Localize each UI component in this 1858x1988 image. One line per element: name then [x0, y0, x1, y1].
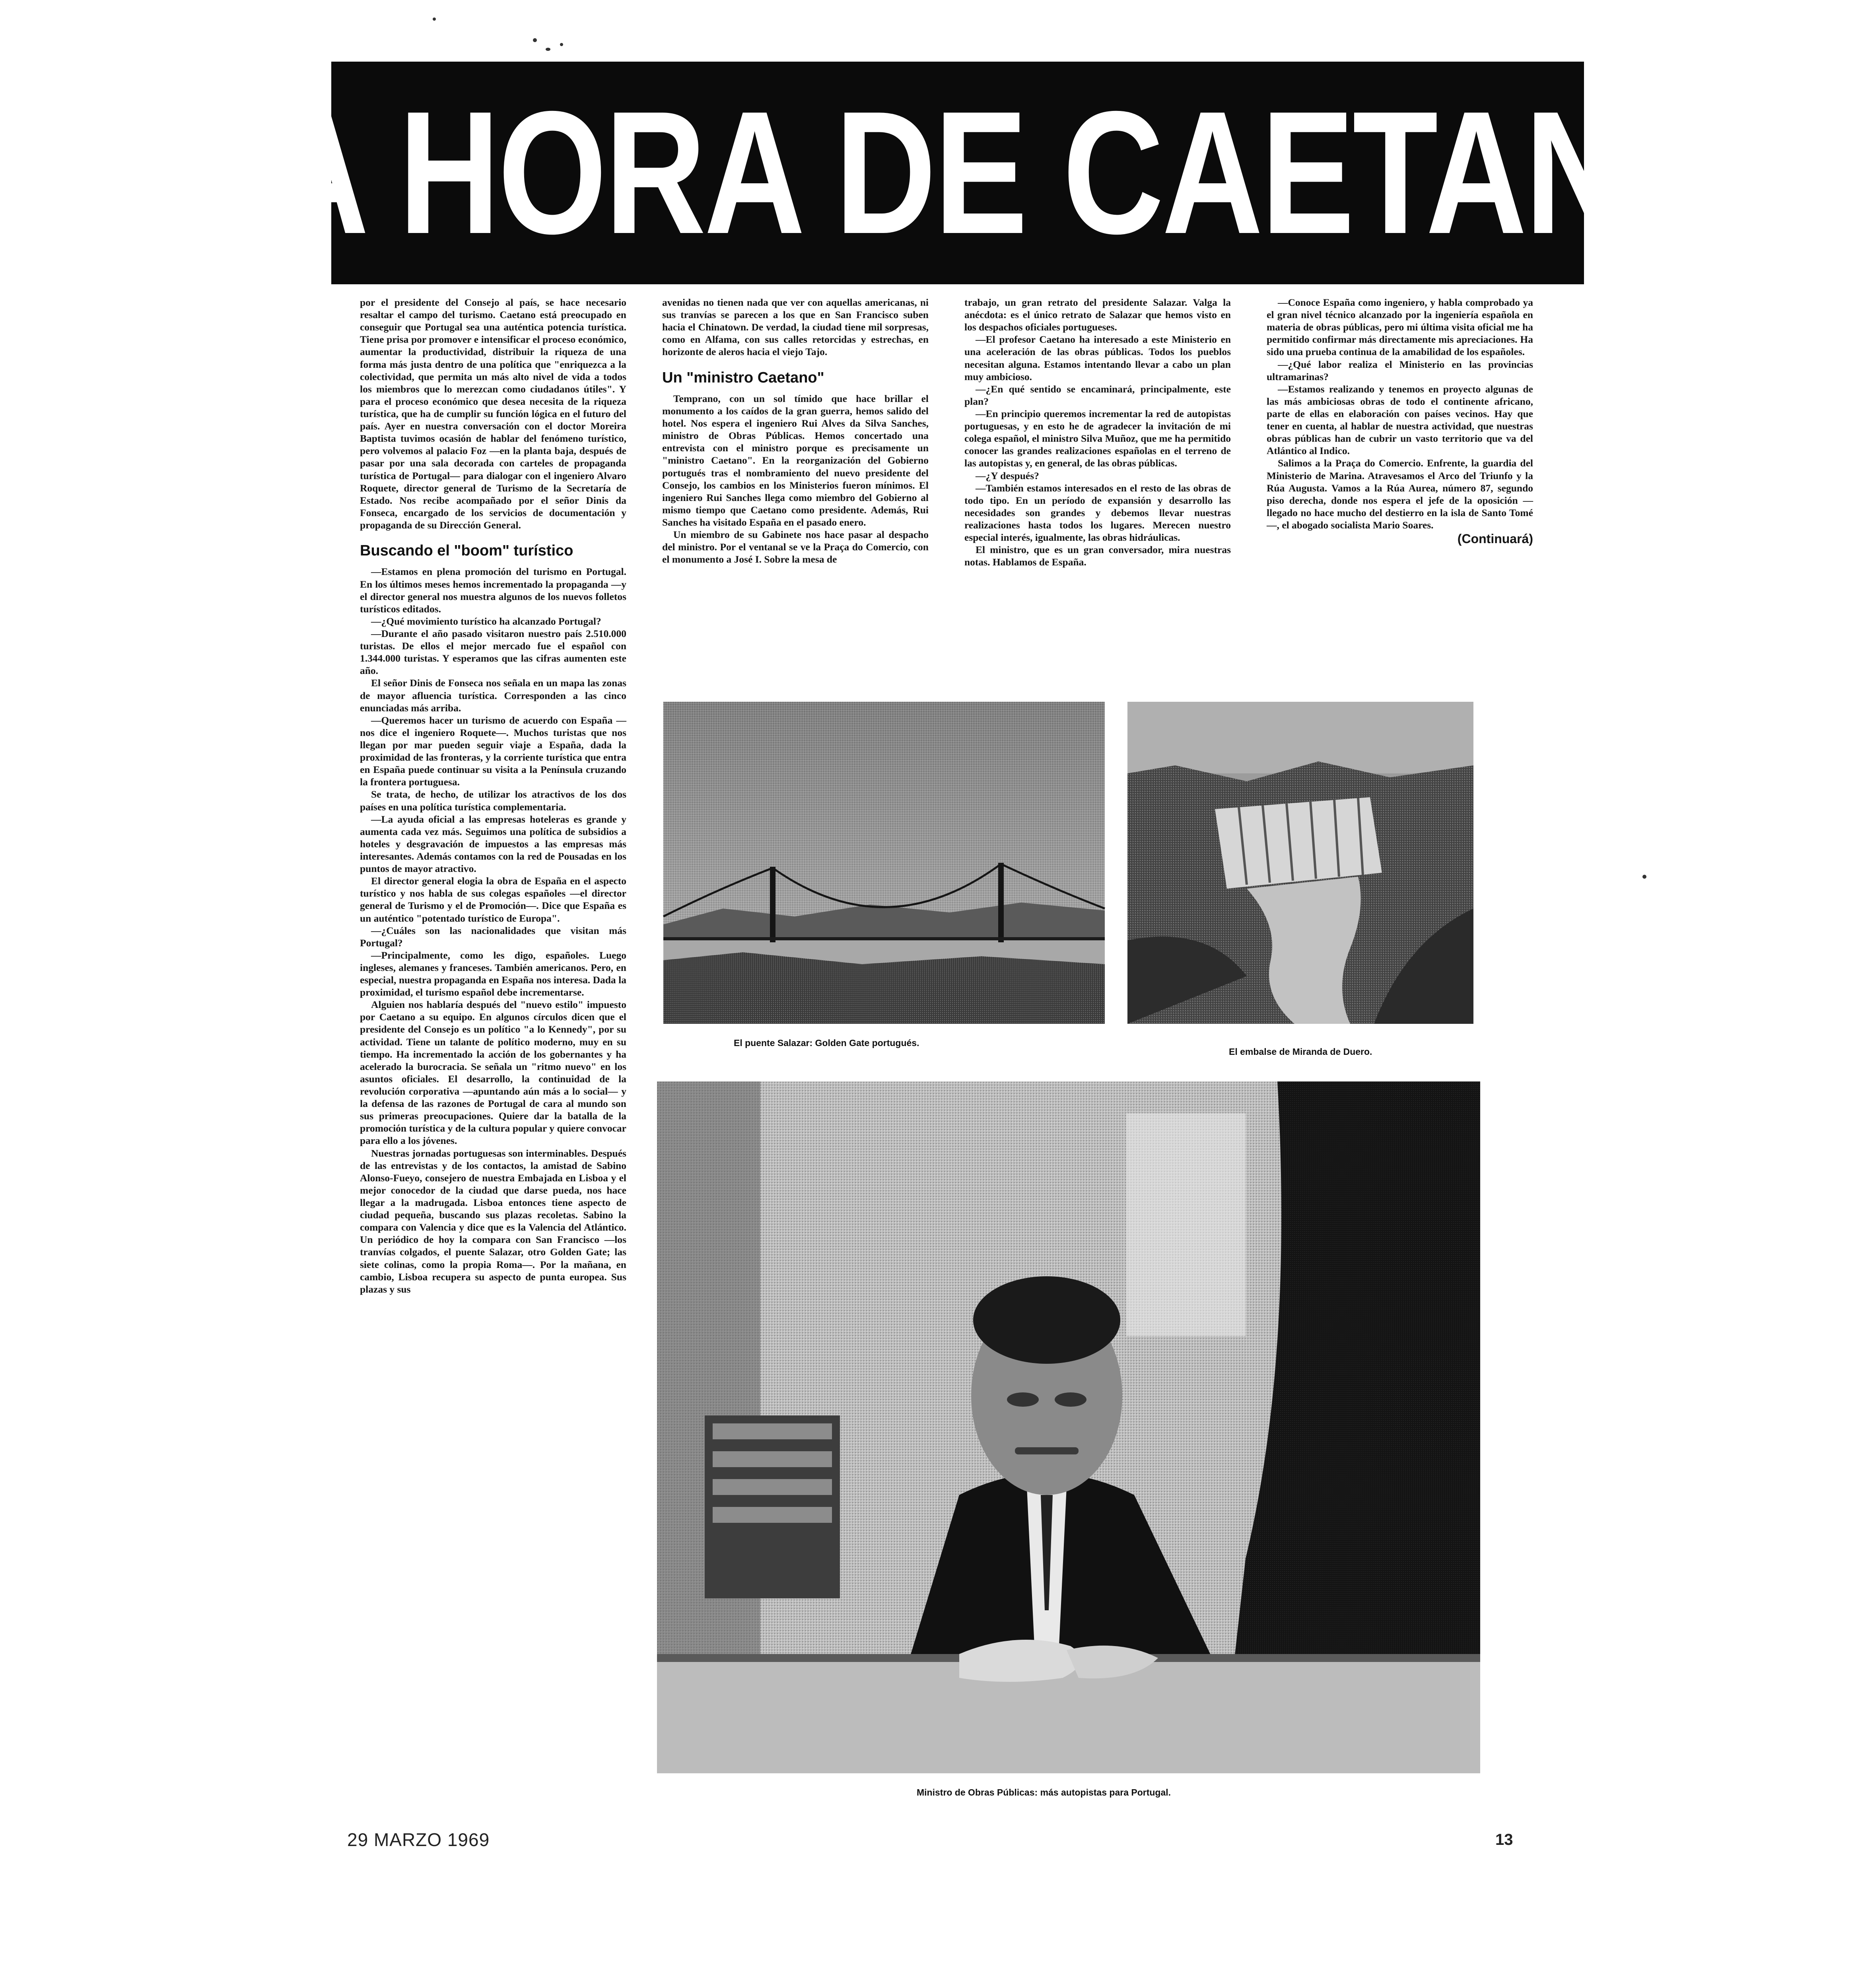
section-heading-boom: Buscando el "boom" turístico — [360, 542, 573, 559]
paragraph: El señor Dinis de Fonseca nos señala en un mapa las zonas de mayor afluencia turística. Corresponden a las cinco enunciadas más arriba. — [360, 677, 626, 714]
section-heading-ministro: Un "ministro Caetano" — [662, 369, 824, 386]
bridge-photo-image — [663, 702, 1105, 1024]
dam-photo — [1127, 702, 1473, 1024]
scan-speck — [533, 38, 537, 42]
paragraph: Un miembro de su Gabinete nos hace pasar al despacho del ministro. Por el ventanal se ve la Praça do Comercio, con el monumento a José I. Sobre la mesa de — [662, 529, 929, 565]
paragraph: Nuestras jornadas portuguesas son interminables. Después de las entrevistas y de los contactos, la amistad de Sabino Alonso-Fueyo, consejero de nuestra Embajada en Lisboa y el mejor conocedor de la ciudad que darse pueda, nos hace llegar a la madrugada. Lisboa entonces tiene aspecto de ciudad pequeña, buscando sus plazas recoletas. Sabino la compara con Valencia y dice que es la Valencia del Atlántico. Un periódico de hoy la compara con San Francisco —los tranvías colgados, el puente Salazar, otro Golden Gate; las siete colinas, como la propia Roma—. Por la mañana, en cambio, Lisboa recupera su aspecto de punta europea. Sus plazas y sus — [360, 1147, 626, 1295]
scan-speck — [560, 43, 563, 46]
paragraph: —¿Y después? — [976, 470, 1039, 481]
column-1-intro: por el presidente del Consejo al país, se hace necesario resaltar el campo del turismo. Caetano está preocupado en conseguir que Portugal sea una auténtica potencia turística. Tiene prisa por promover e intensificar el proceso económico, aumentar la productividad, distribuir la riqueza de una forma más justa dentro de una política que "enriquezca a la colectividad, que permita un más alto nivel de vida a todos los miembros que lo merezcan como ciudadanos útiles". Y para el proceso económico que desea necesita de la riqueza turística, que ha de cumplir su función lógica en el futuro del país. Ayer en nuestra conversación con el doctor Moreira Baptista tuvimos ocasión de hablar del fenómeno turístico, pero volvemos al palacio Foz —en la planta baja, después de pasar por una sala decorada con carteles de propaganda turística de Portugal— para dialogar con el ingeniero Alvaro Roquete, director general de Turismo de la Secretaría de Estado. Nos recibe acompañado por el señor Dinis da Fonseca, encargado de los servicios de documentación y propaganda de su Dirección General. — [360, 297, 626, 531]
paragraph: El ministro, que es un gran conversador, mira nuestras notas. Hablamos de España. — [964, 544, 1231, 568]
minister-photo-image — [657, 1081, 1480, 1773]
paragraph: —En principio queremos incrementar la red de autopistas portuguesas, y en esto he de agradecer la invitación de mi colega español, el ministro Silva Muñoz, que me ha permitido conocer las grandes realizaciones españolas en el terreno de las autopistas y, en general, de las obras públicas. — [964, 408, 1231, 469]
minister-photo — [657, 1081, 1480, 1773]
paragraph: trabajo, un gran retrato del presidente Salazar. Valga la anécdota: es el único retrato de Salazar que hemos visto en los despachos oficiales portugueses. — [964, 297, 1231, 333]
minister-caption: Ministro de Obras Públicas: más autopistas para Portugal. — [917, 1787, 1171, 1798]
paragraph: —Durante el año pasado visitaron nuestro país 2.510.000 turistas. De ellos el mejor mercado fue el español con 1.344.000 turistas. Y esperamos que las cifras aumenten este año. — [360, 627, 626, 677]
article-column-3 — [964, 296, 1231, 694]
paragraph: —¿Qué labor realiza el Ministerio en las provincias ultramarinas? — [1267, 358, 1533, 382]
continues-label: (Continuará) — [1457, 532, 1533, 546]
article-column-2 — [662, 296, 929, 694]
paragraph: Salimos a la Praça do Comercio. Enfrente, la guardia del Ministerio de Marina. Atravesamos el Arco del Triunfo y la Rúa Augusta. Vamos a la Rúa Aurea, número 87, segundo piso derecha, donde nos espera el jefe de la oposición —llegado no hace mucho del destierro en la isla de Santo Tomé—, el abogado socialista Mario Soares. — [1267, 457, 1533, 531]
article-column-1 — [360, 296, 626, 1803]
paragraph: —¿Cuáles son las nacionalidades que visitan más Portugal? — [360, 924, 626, 949]
headline-banner — [184, 62, 1731, 284]
bridge-caption: El puente Salazar: Golden Gate portugués. — [734, 1038, 919, 1048]
page-number: 13 — [1495, 1831, 1513, 1848]
paragraph: Alguien nos hablaría después del "nuevo estilo" impuesto por Caetano a su equipo. En algunos círculos dicen que el presidente del Consejo es un político "a lo Kennedy", por su actividad. Tiene un talante de político moderno, muy en su tiempo. Ha incrementado la acción de los gobernantes y ha acelerado la burocracia. Se señala un "ritmo nuevo" en los asuntos oficiales. El desarrollo, la continuidad de la revolución corporativa —apuntando aún más a lo social— y la defensa de las razones de Portugal de cara al mundo son sus primeras preocupaciones. Quiere dar la batalla de la promoción turística y de la cultura popular y quiere convocar para ello a los jóvenes. — [360, 999, 626, 1147]
paragraph: —Estamos en plena promoción del turismo en Portugal. En los últimos meses hemos incrementado la propaganda —y el director general nos muestra algunos de los nuevos folletos turísticos editados. — [360, 566, 626, 615]
scan-speck — [546, 48, 550, 51]
scan-speck — [1642, 875, 1646, 879]
column-2-intro: avenidas no tienen nada que ver con aquellas americanas, ni sus tranvías se parecen a los que en San Francisco suben hacia el Chinatown. De verdad, la ciudad tiene mil sorpresas, como en Alfama, con sus calles retorcidas y estrechas, en horizonte de aleros hacia el viejo Tajo. — [662, 297, 929, 358]
paragraph: —¿En qué sentido se encaminará, principalmente, este plan? — [964, 383, 1231, 407]
paragraph: El director general elogia la obra de España en el aspecto turístico y nos habla de sus colegas españoles —el director general de Turismo y el de Promoción—. Dice que España es un auténtico "potentado turístico de Europa". — [360, 875, 626, 924]
paragraph: —La ayuda oficial a las empresas hoteleras es grande y aumenta cada vez más. Seguimos una política de subsidios a hoteles y desgravación de impuestos a las empresas más interesantes. Además contamos con la red de Pousadas en los puntos de mayor atractivo. — [360, 813, 626, 875]
headline-title: LA HORA DE CAETANO — [184, 75, 1731, 270]
bridge-photo — [663, 702, 1105, 1024]
paragraph: —También estamos interesados en el resto de las obras de todo tipo. En un período de expansión y desarrollo las necesidades son grandes y debemos llevar nuestras realizaciones hasta todos los lugares. Merecen nuestro especial interés, igualmente, las obras hidráulicas. — [964, 482, 1231, 544]
paragraph: —¿Qué movimiento turístico ha alcanzado Portugal? — [371, 615, 601, 627]
paragraph: —Queremos hacer un turismo de acuerdo con España —nos dice el ingeniero Roquete—. Muchos turistas que nos llegan por mar pueden seguir viaje a España, dada la proximidad de las fronteras, y la corriente turística que entra en España puede continuar su visita a la Península cruzando la frontera portuguesa. — [360, 714, 626, 788]
dam-caption: El embalse de Miranda de Duero. — [1229, 1046, 1372, 1057]
paragraph: —Conoce España como ingeniero, y habla comprobado ya el gran nivel técnico alcanzado por la ingeniería española en materia de obras públicas, pero mi última visita oficial me ha permitido confirmar más directamente mis apreciaciones. Ha sido una prueba continua de la amabilidad de los españoles. — [1267, 297, 1533, 358]
paragraph: —Principalmente, como les digo, españoles. Luego ingleses, alemanes y franceses. También americanos. Pero, en especial, nuestra propaganda en España nos interesa. Dada la proximidad, el turismo español debe incrementarse. — [360, 949, 626, 998]
issue-date: 29 MARZO 1969 — [347, 1829, 490, 1850]
paragraph: Temprano, con un sol tímido que hace brillar el monumento a los caídos de la gran guerra, hemos salido del hotel. Nos espera el ingeniero Rui Alves da Silva Sanches, ministro de Obras Públicas. Hemos concertado una entrevista con el ministro porque es precisamente un "ministro Caetano". En la reorganización del Gobierno portugués tras el nombramiento del nuevo presidente del Consejo, los cambios en los Ministerios fueron mínimos. El ingeniero Rui Sanches llega como miembro del Gobierno al mismo tiempo que Caetano como presidente. Además, Rui Sanches ha visitado España en el pasado enero. — [662, 392, 929, 528]
paragraph: Se trata, de hecho, de utilizar los atractivos de los dos países en una política turística complementaria. — [360, 788, 626, 813]
scan-speck — [433, 17, 436, 21]
dam-photo-image — [1127, 702, 1473, 1024]
paragraph: —Estamos realizando y tenemos en proyecto algunas de las más ambiciosas obras de todo el continente africano, parte de ellas en elaboración con países vecinos. Hay que tener en cuenta, al hablar de nuestra actividad, que nuestras obras públicas han de cubrir un vasto territorio que va del Atlántico al Indico. — [1267, 383, 1533, 457]
paragraph: —El profesor Caetano ha interesado a este Ministerio en una aceleración de las obras públicas. Todos los pueblos necesitan alguna. Estamos intentando llevar a cabo un plan muy ambicioso. — [964, 334, 1231, 382]
article-column-4 — [1267, 296, 1533, 698]
